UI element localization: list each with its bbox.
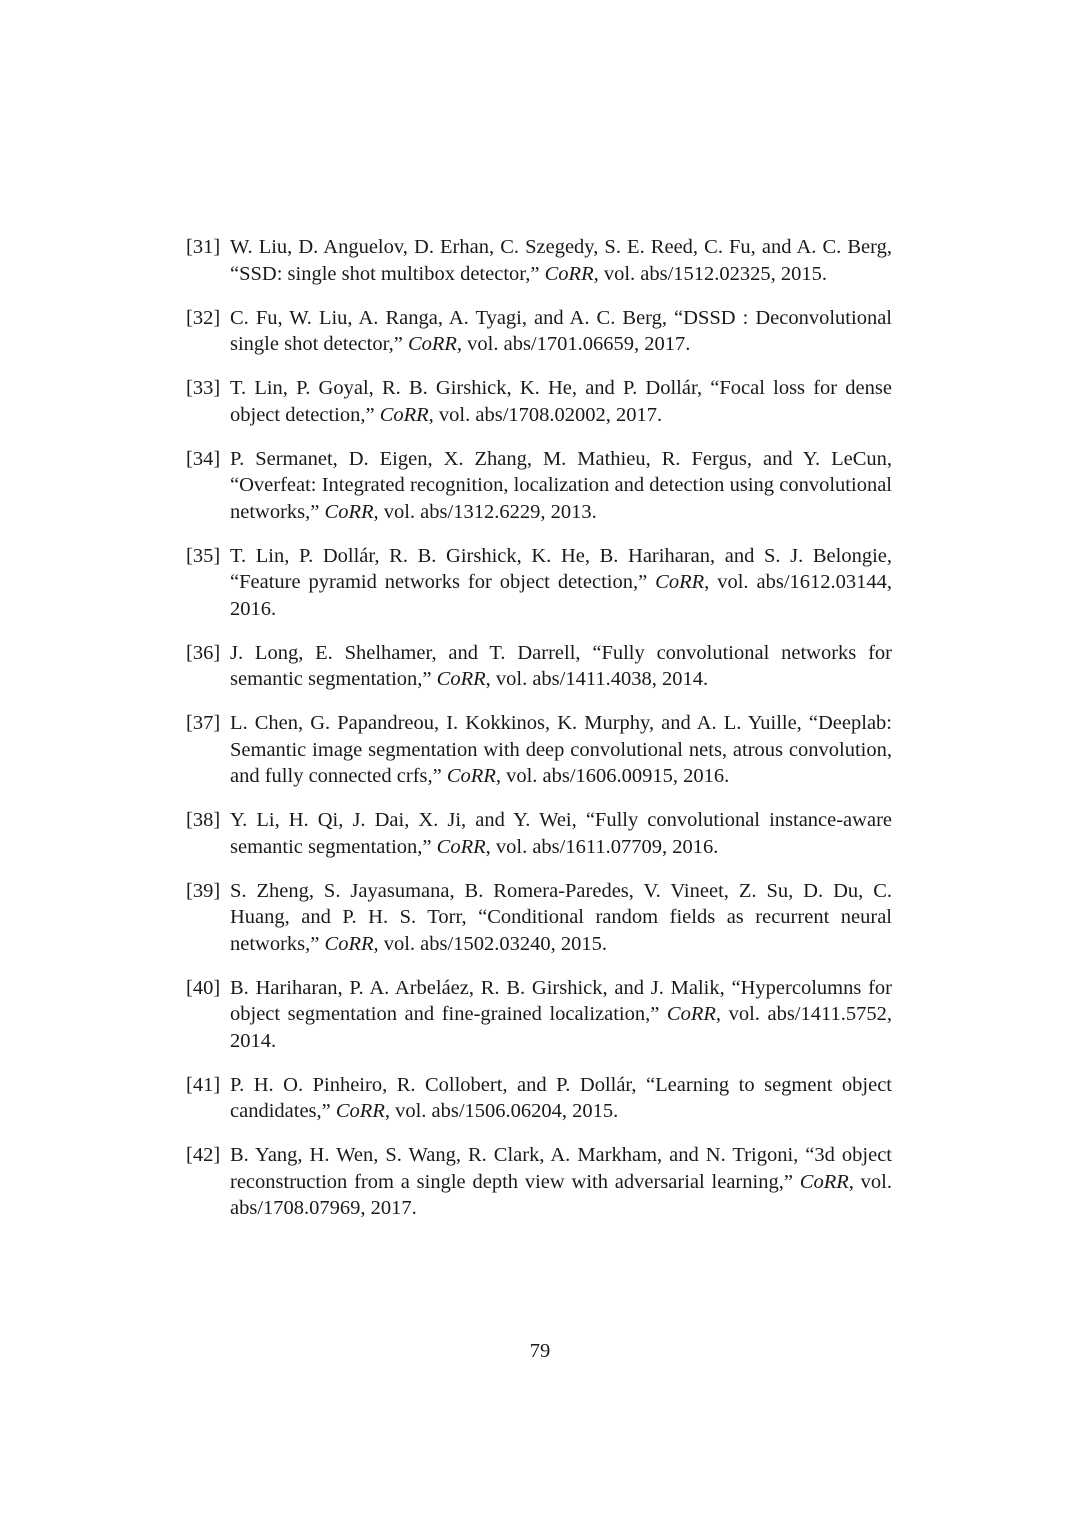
reference-authors-title: S. Zheng, S. Jayasumana, B. Romera-Paredes, V. Vineet, Z. Su, D. Du, C. Huang, and P. H. S. Torr, “Conditional random fields as recurrent neural networks,” <box>230 879 892 955</box>
reference-31 <box>186 234 892 287</box>
reference-text <box>230 807 892 860</box>
reference-number: [38] <box>186 809 221 831</box>
reference-authors-title: B. Yang, H. Wen, S. Wang, R. Clark, A. Markham, and N. Trigoni, “3d object reconstruction from a single depth view with adversarial learning,” <box>230 1144 892 1193</box>
reference-text <box>230 446 892 526</box>
reference-details: , vol. abs/1506.06204, 2015. <box>384 1100 619 1122</box>
reference-journal: CoRR <box>666 1003 716 1025</box>
reference-number: [37] <box>186 712 221 734</box>
reference-details: , vol. abs/1708.07969, 2017. <box>230 1170 893 1219</box>
reference-34 <box>186 446 892 526</box>
reference-authors-title: W. Liu, D. Anguelov, D. Erhan, C. Szegedy, S. E. Reed, C. Fu, and A. C. Berg, “SSD: single shot multibox detector,” <box>230 236 892 285</box>
reference-number: [41] <box>186 1073 221 1096</box>
reference-authors-title: L. Chen, G. Papandreou, I. Kokkinos, K. Murphy, and A. L. Yuille, “Deeplab: Semantic image segmentation with deep convolutional nets, atrous convolution, and fully connected crfs,” <box>230 712 892 787</box>
reference-details: , vol. abs/1708.02002, 2017. <box>428 403 663 426</box>
reference-number: [36] <box>186 641 221 664</box>
reference-37 <box>186 710 892 790</box>
reference-authors-title: C. Fu, W. Liu, A. Ranga, A. Tyagi, and A. C. Berg, “DSSD : Deconvolutional single shot detector,” <box>230 306 892 355</box>
reference-journal: CoRR <box>436 668 486 690</box>
reference-33 <box>186 375 892 428</box>
reference-number: [42] <box>186 1144 221 1166</box>
page-number: 79 <box>529 1340 551 1362</box>
reference-number: [33] <box>186 377 221 399</box>
reference-text <box>230 375 892 428</box>
reference-36 <box>186 640 892 693</box>
reference-authors-title: P. H. O. Pinheiro, R. Collobert, and P. Dollár, “Learning to segment object candidates,” <box>230 1073 892 1122</box>
reference-journal: CoRR <box>335 1100 385 1122</box>
reference-number: [31] <box>186 236 221 258</box>
reference-text <box>230 543 892 623</box>
reference-journal: CoRR <box>544 262 594 285</box>
reference-details: , vol. abs/1411.5752, 2014. <box>230 1003 892 1052</box>
reference-41 <box>186 1072 892 1125</box>
reference-authors-title: J. Long, E. Shelhamer, and T. Darrell, “Fully convolutional networks for semantic segmentation,” <box>230 641 892 690</box>
reference-number: [32] <box>186 306 221 329</box>
reference-details: , vol. abs/1312.6229, 2013. <box>373 500 597 523</box>
reference-authors-title: P. Sermanet, D. Eigen, X. Zhang, M. Mathieu, R. Fergus, and Y. LeCun, “Overfeat: Integrated recognition, localization and detection using convolutional networks,” <box>230 447 892 523</box>
reference-number: [35] <box>186 544 221 567</box>
reference-details: , vol. abs/1502.03240, 2015. <box>373 932 607 955</box>
reference-number: [40] <box>186 976 221 999</box>
reference-text <box>230 975 892 1055</box>
reference-list <box>186 234 892 1239</box>
reference-text <box>230 878 892 958</box>
reference-journal: CoRR <box>436 835 486 858</box>
reference-journal: CoRR <box>799 1170 849 1193</box>
reference-details: , vol. abs/1512.02325, 2015. <box>593 262 828 285</box>
reference-text <box>230 1142 892 1222</box>
reference-number: [34] <box>186 447 221 470</box>
reference-journal: CoRR <box>655 571 705 593</box>
reference-text <box>230 234 892 287</box>
reference-text <box>230 710 892 790</box>
reference-details: , vol. abs/1701.06659, 2017. <box>456 333 691 355</box>
reference-authors-title: T. Lin, P. Goyal, R. B. Girshick, K. He, and P. Dollár, “Focal loss for dense object detection,” <box>230 377 892 426</box>
reference-journal: CoRR <box>446 765 496 787</box>
reference-text <box>230 1072 892 1125</box>
reference-journal: CoRR <box>324 500 374 523</box>
reference-39 <box>186 878 892 958</box>
reference-authors-title: Y. Li, H. Qi, J. Dai, X. Ji, and Y. Wei, “Fully convolutional instance-aware semantic segmentation,” <box>230 809 892 858</box>
reference-details: , vol. abs/1411.4038, 2014. <box>485 668 709 690</box>
reference-details: , vol. abs/1612.03144, 2016. <box>230 571 893 620</box>
reference-authors-title: T. Lin, P. Dollár, R. B. Girshick, K. He, B. Hariharan, and S. J. Belongie, “Feature pyramid networks for object detection,” <box>230 544 892 593</box>
reference-journal: CoRR <box>407 333 457 355</box>
reference-journal: CoRR <box>324 932 374 955</box>
reference-number: [39] <box>186 879 221 902</box>
reference-journal: CoRR <box>379 403 429 426</box>
reference-text <box>230 305 892 358</box>
reference-details: , vol. abs/1606.00915, 2016. <box>495 765 730 787</box>
reference-32 <box>186 305 892 358</box>
reference-authors-title: B. Hariharan, P. A. Arbeláez, R. B. Girshick, and J. Malik, “Hypercolumns for object segmentation and fine-grained localization,” <box>230 976 892 1025</box>
reference-40 <box>186 975 892 1055</box>
reference-text <box>230 640 892 693</box>
reference-35 <box>186 543 892 623</box>
reference-38 <box>186 807 892 860</box>
reference-42 <box>186 1142 892 1222</box>
reference-details: , vol. abs/1611.07709, 2016. <box>485 835 719 858</box>
